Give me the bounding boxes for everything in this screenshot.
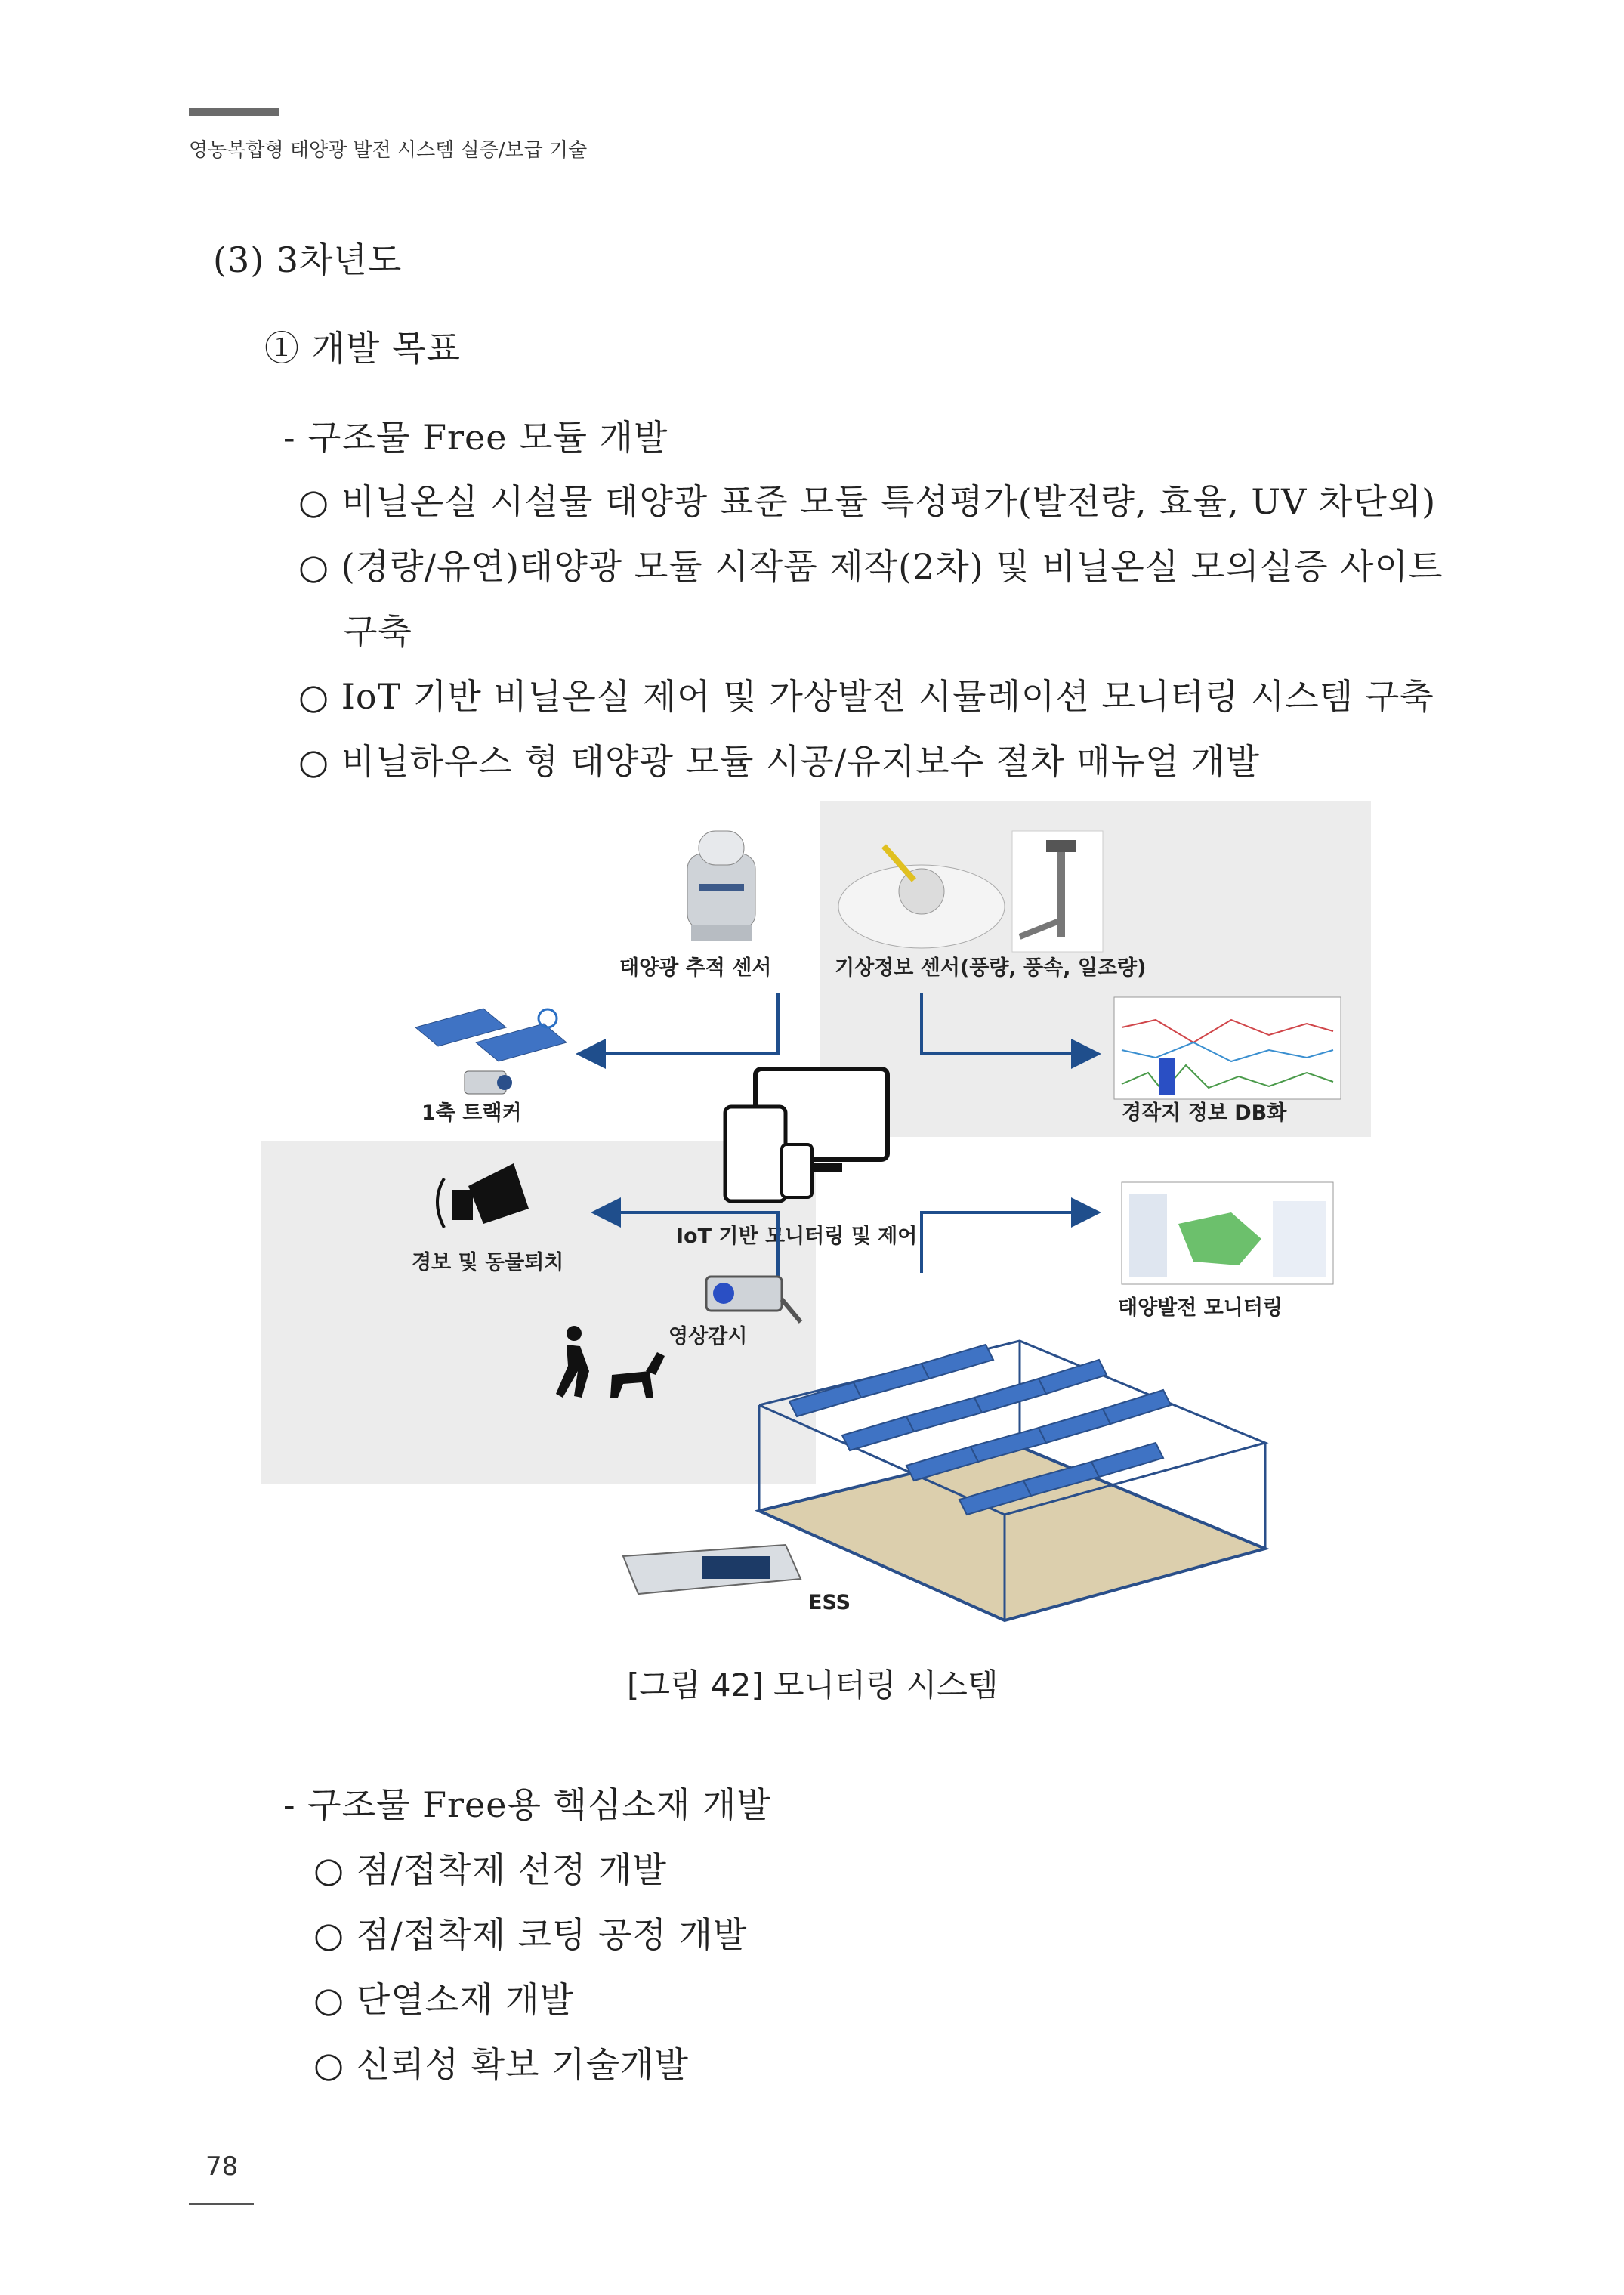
group1-item-4: ○ 비닐하우스 형 태양광 모듈 시공/유지보수 절차 매뉴얼 개발 [298, 741, 1261, 782]
subsection-heading: ① 개발 목표 [264, 328, 461, 369]
running-header: 영농복합형 태양광 발전 시스템 실증/보급 기술 [189, 139, 588, 162]
iot-label: IoT 기반 모니터링 및 제어 [676, 1225, 918, 1248]
greenhouse-pv-structure [759, 1341, 1265, 1620]
farm-db-label: 경작지 정보 DB화 [1122, 1101, 1287, 1125]
pv-monitoring-screen-icon [1122, 1182, 1333, 1284]
ess-container-icon [623, 1545, 801, 1594]
tracking-sensor-label: 태양광 추적 센서 [619, 956, 772, 980]
group2-item-1: ○ 점/접착제 선정 개발 [313, 1849, 667, 1890]
weather-sensor-label: 기상정보 센서(풍량, 풍속, 일조량) [835, 956, 1147, 980]
page-number: 78 [205, 2151, 239, 2182]
anemometer-icon [1012, 831, 1103, 952]
group1-title: - 구조물 Free 모듈 개발 [283, 417, 668, 458]
group2-title: - 구조물 Free용 핵심소재 개발 [283, 1784, 771, 1825]
group1-item-1: ○ 비닐온실 시설물 태양광 표준 모듈 특성평가(발전량, 효율, UV 차단외) [298, 481, 1437, 522]
section-heading: (3) 3차년도 [213, 239, 403, 280]
footer-rule [189, 2203, 254, 2205]
iot-devices-icon [725, 1069, 888, 1201]
group1-item-2-continued: 구축 [344, 611, 412, 652]
alarm-label: 경보 및 동물퇴치 [412, 1251, 564, 1274]
tracker-label: 1축 트랙커 [421, 1101, 522, 1125]
group1-item-3: ○ IoT 기반 비닐온실 제어 및 가상발전 시뮬레이션 모니터링 시스템 구축 [298, 676, 1434, 717]
cctv-label: 영상감시 [668, 1325, 748, 1348]
tracker-icon [415, 1009, 567, 1094]
figure-caption: [그림 42] 모니터링 시스템 [627, 1666, 999, 1703]
group2-item-2: ○ 점/접착제 코팅 공정 개발 [313, 1914, 748, 1955]
farm-db-chart-icon [1114, 997, 1341, 1099]
monitoring-system-figure [257, 801, 1390, 1654]
group2-item-4: ○ 신뢰성 확보 기술개발 [313, 2044, 689, 2085]
tracking-sensor-icon [687, 831, 755, 941]
ess-label: ESS [808, 1591, 851, 1614]
pv-monitoring-label: 태양발전 모니터링 [1118, 1296, 1283, 1320]
group1-item-2: ○ (경량/유연)태양광 모듈 시작품 제작(2차) 및 비닐온실 모의실증 사이트 [298, 546, 1443, 587]
header-rule [189, 108, 279, 116]
group2-item-3: ○ 단열소재 개발 [313, 1979, 574, 2020]
